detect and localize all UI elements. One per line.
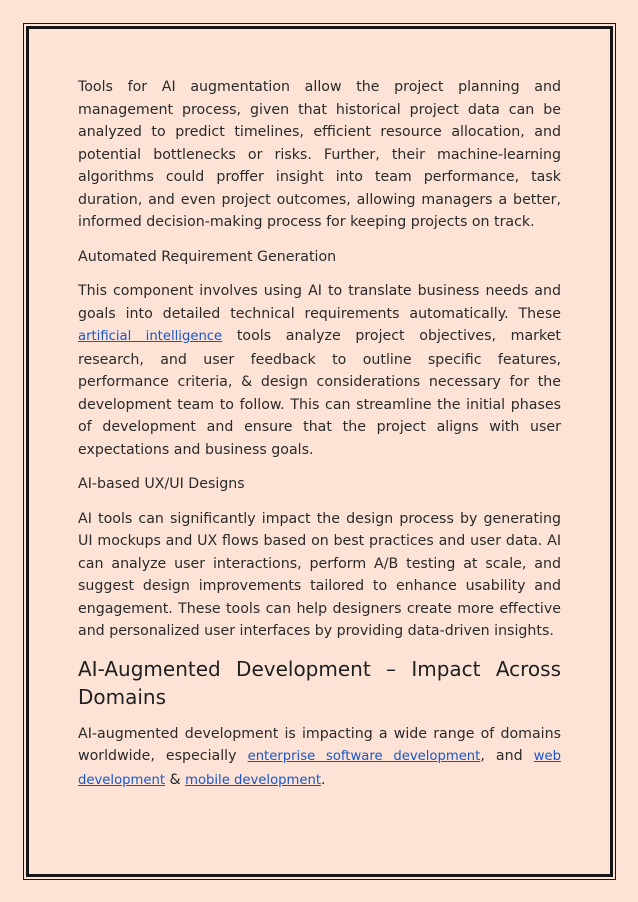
paragraph-text: This component involves using AI to translate business needs and goals into detailed technical requirements automatically. These (78, 283, 561, 322)
paragraph-ai-planning: Tools for AI augmentation allow the project planning and management process, given that historical project data can be analyzed to predict timelines, efficient resource allocation, and potential bottlenecks or risks. Further, their machine-learning algorithms could proffer insight into team performance, task duration, and even project outcomes, allowing managers a better, informed decision-making process for keeping projects on track. (78, 79, 561, 230)
paragraph-text: . (321, 771, 326, 788)
section-heading-impact-across-domains: AI-Augmented Development – Impact Across Domains (78, 656, 561, 709)
link-mobile-development[interactable]: mobile development (185, 772, 322, 788)
link-artificial-intelligence[interactable]: artificial intelligence (78, 329, 223, 344)
subheading-requirement-generation: Automated Requirement Generation (78, 248, 337, 265)
link-enterprise-software-development[interactable]: enterprise software development (247, 749, 481, 764)
paragraph-text: , and (480, 748, 534, 764)
paragraph-text: AI-augmented development is impacting a wide range of domains worldwide, especially (78, 725, 561, 764)
document-content (78, 76, 561, 804)
link-web-development[interactable]: web development (78, 749, 561, 788)
paragraph-requirement-generation (78, 280, 561, 461)
paragraph-impact-domains (78, 723, 561, 793)
paragraph-ux-ui-designs: AI tools can significantly impact the design process by generating UI mockups and UX flows based on best practices and user data. AI can analyze user interactions, perform A/B testing at scale, and suggest design improvements tailored to enhance usability and engagement. These tools can help designers create more effective and personalized user interfaces by providing data-driven insights. (78, 510, 561, 639)
subheading-ux-ui-designs: AI-based UX/UI Designs (78, 476, 245, 492)
paragraph-text: tools analyze project objectives, market research, and user feedback to outline specific features, performance criteria, & design considerations necessary for the development team to follow. This can streamline the initial phases of development and ensure that the project aligns with user expectations and business goals. (78, 328, 561, 458)
paragraph-text: & (165, 771, 186, 788)
